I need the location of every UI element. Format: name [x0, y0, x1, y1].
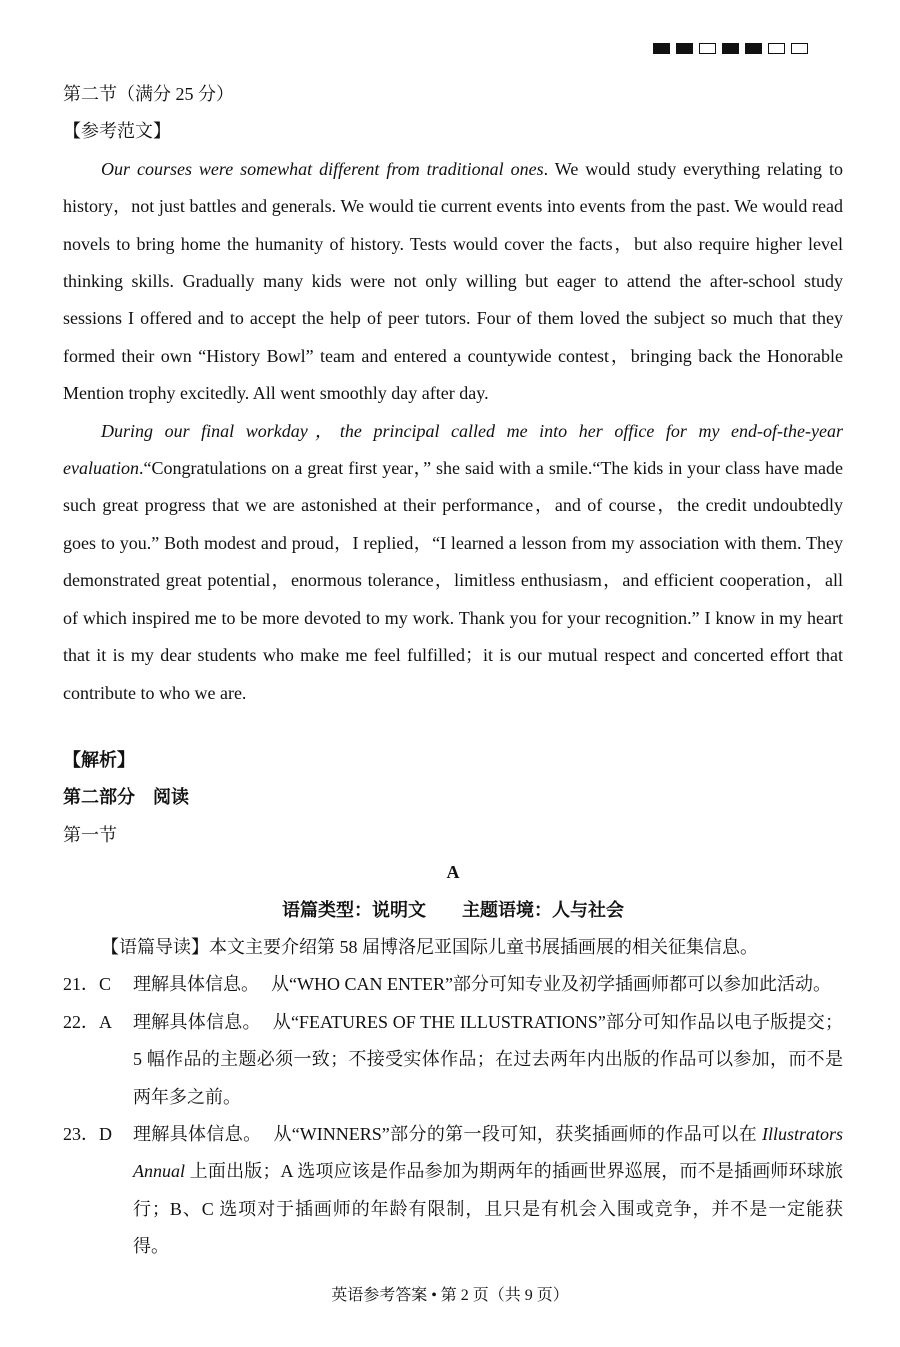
passage-type: 语篇类型：说明文 主题语境：人与社会: [282, 899, 624, 920]
essay-p1-lead: Our courses were somewhat different from traditional ones: [101, 158, 544, 179]
question-tag: 理解具体信息。: [133, 974, 259, 995]
section-title: 第二节（满分 25 分）: [63, 84, 234, 104]
essay-p2-lead: During our final workday，the principal called me into her office for my end-of-the-year evaluation: [63, 420, 843, 479]
analysis-label: 【解析】: [63, 749, 135, 770]
filled-square-mark: [722, 43, 739, 54]
publication-title: Illustrators Annual: [133, 1123, 843, 1182]
question-number: 21．C: [63, 974, 112, 995]
question-tag: 理解具体信息。: [133, 1011, 261, 1032]
question-explanation: 从“FEATURES OF THE ILLUSTRATIONS”部分可知作品以电子版提交；5 幅作品的主题必须一致；不接受实体作品；在过去两年内出版的作品可以参加，而不是两年多之前。: [133, 1011, 843, 1107]
essay-p2-body: .“Congratulations on a great first year，” she said with a smile.“The kids in your class have made such great progress that we are astonished at their performance，and of course，the credit undoubtedly goes to you.” Both modest and proud，I replied，“I learned a lesson from my association with them. They demonstrated great potential，enormous tolerance，limitless enthusiasm，and efficient cooperation，all of which inspired me to be more devoted to my work. Thank you for your recognition.” I know in my heart that it is my dear students who make me feel fulfilled；it is our mutual respect and concerted effort that contribute to who we are.: [63, 458, 843, 703]
filled-square-mark: [745, 43, 762, 54]
filled-square-mark: [676, 43, 693, 54]
question-tag: 理解具体信息。: [133, 1123, 262, 1144]
essay-p1-body: . We would study everything relating to history，not just battles and generals. We would tie current events into events from the past. We would read novels to bring home the humanity of history. Tests would cover the facts，but also require higher level thinking skills. Gradually many kids were not only willing but eager to attend the after-school study sessions I offered and to accept the help of peer tutors. Four of them loved the subject so much that they formed their own “History Bowl” team and entered a countywide contest，bringing back the Honorable Mention trophy excitedly. All went smoothly day after day.: [63, 158, 844, 404]
header-marks: [653, 43, 808, 54]
reference-label: 【参考范文】: [63, 121, 171, 142]
question-explanation: 从“WHO CAN ENTER”部分可知专业及初学插画师都可以参加此活动。: [271, 974, 831, 995]
question-22: [63, 1004, 843, 1116]
question-23: [63, 1116, 843, 1266]
question-number: 22．A: [63, 1011, 112, 1032]
empty-square-mark: [699, 43, 716, 54]
empty-square-mark: [791, 43, 808, 54]
passage-intro: 【语篇导读】本文主要介绍第 58 届博洛尼亚国际儿童书展插画展的相关征集信息。: [101, 936, 758, 957]
question-21: [63, 966, 843, 1003]
question-explanation-pre: 从“WINNERS”部分的第一段可知，获奖插画师的作品可以在: [273, 1123, 762, 1144]
filled-square-mark: [653, 43, 670, 54]
answer-page: [63, 76, 843, 1266]
question-explanation-post: 上面出版；A 选项应该是作品参加为期两年的插画世界巡展，而不是插画师环球旅行；B、C 选项对于插画师的年龄有限制，且只是有机会入围或竞争，并不是一定能获得。: [133, 1161, 843, 1257]
part-title: 第二部分 阅读: [63, 787, 189, 808]
passage-letter: A: [446, 862, 460, 883]
section-one-title: 第一节: [63, 824, 117, 845]
question-number: 23．D: [63, 1123, 112, 1144]
essay-paragraph-1: [63, 151, 843, 413]
page-footer: 英语参考答案 • 第 2 页（共 9 页）: [331, 1287, 569, 1304]
empty-square-mark: [768, 43, 785, 54]
essay-paragraph-2: [63, 413, 843, 712]
